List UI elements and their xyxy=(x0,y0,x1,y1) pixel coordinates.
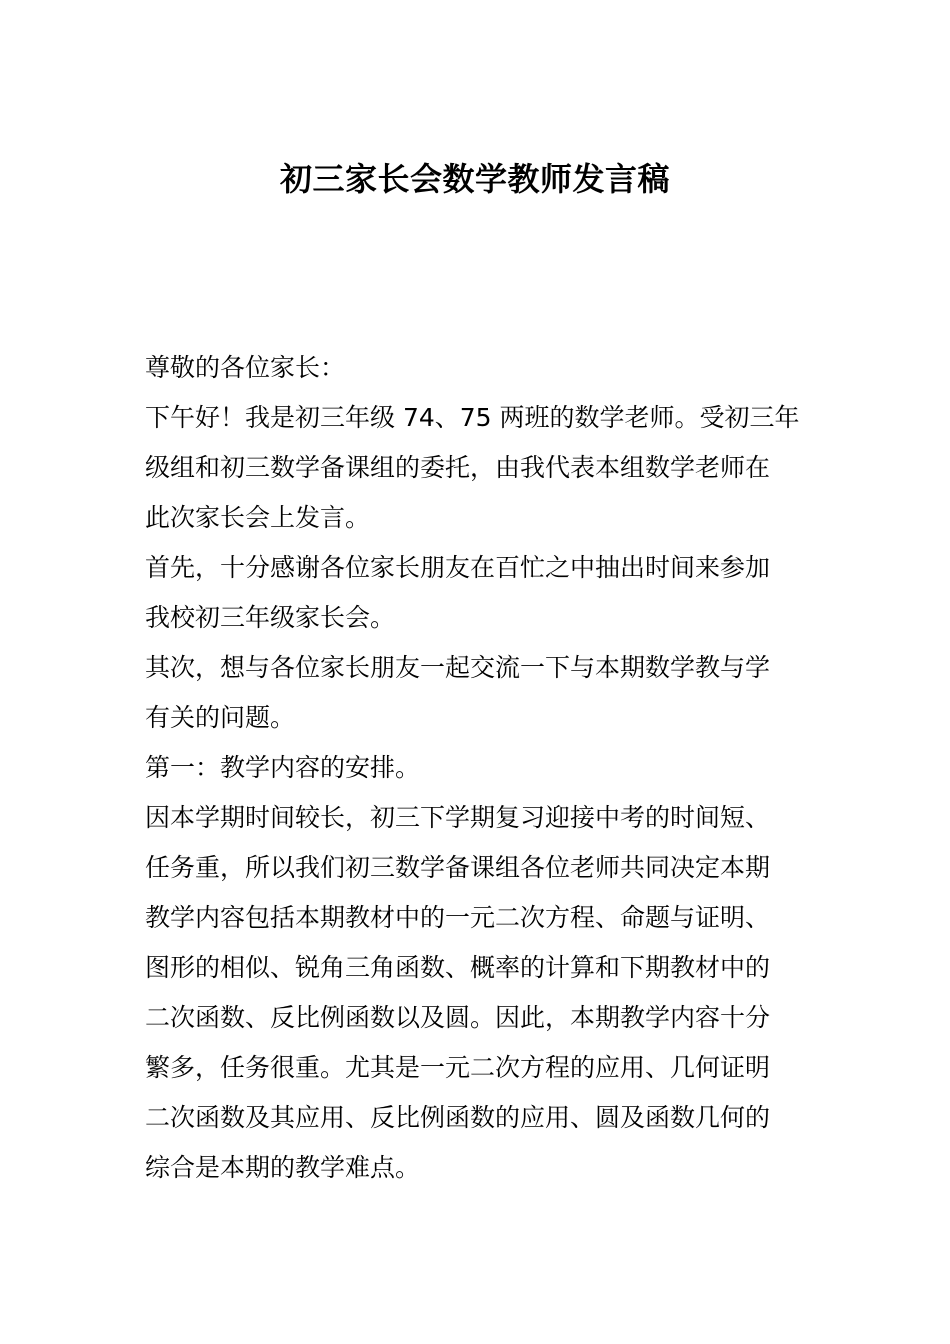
salutation-paragraph xyxy=(145,343,809,393)
text-line: 其次，想与各位家长朋友一起交流一下与本期数学教与学 xyxy=(145,653,771,682)
text-line: 因本学期时间较长，初三下学期复习迎接中考的时间短、 xyxy=(145,803,771,832)
text-line: 教学内容包括本期教材中的一元二次方程、命题与证明、 xyxy=(145,903,771,932)
text-line: 首先，十分感谢各位家长朋友在百忙之中抽出时间来参加 xyxy=(145,553,771,582)
greeting-paragraph xyxy=(145,393,809,543)
text-line: 综合是本期的教学难点。 xyxy=(145,1153,421,1182)
text-line: 级组和初三数学备课组的委托，由我代表本组数学老师在 xyxy=(145,453,771,482)
section-heading-paragraph xyxy=(145,743,809,793)
text-line: 尊敬的各位家长： xyxy=(145,353,346,382)
text-line: 此次家长会上发言。 xyxy=(145,503,371,532)
text-line: 第一：教学内容的安排。 xyxy=(145,753,421,782)
text-line: 任务重，所以我们初三数学备课组各位老师共同决定本期 xyxy=(145,853,771,882)
text-line: 二次函数及其应用、反比例函数的应用、圆及函数几何的 xyxy=(145,1103,771,1132)
content-paragraph xyxy=(145,793,809,1193)
text-line: 二次函数、反比例函数以及圆。因此，本期教学内容十分 xyxy=(145,1003,771,1032)
text-line: 下午好！我是初三年级 74、75 两班的数学老师。受初三年 xyxy=(145,403,800,432)
purpose-paragraph xyxy=(145,643,809,743)
text-line: 繁多，任务很重。尤其是一元二次方程的应用、几何证明 xyxy=(145,1053,771,1082)
text-line: 图形的相似、锐角三角函数、概率的计算和下期教材中的 xyxy=(145,953,771,982)
document-title: 初三家长会数学教师发言稿 xyxy=(279,160,670,198)
text-line: 有关的问题。 xyxy=(145,703,296,732)
document-body xyxy=(145,343,809,1193)
thanks-paragraph xyxy=(145,543,809,643)
text-line: 我校初三年级家长会。 xyxy=(145,603,396,632)
